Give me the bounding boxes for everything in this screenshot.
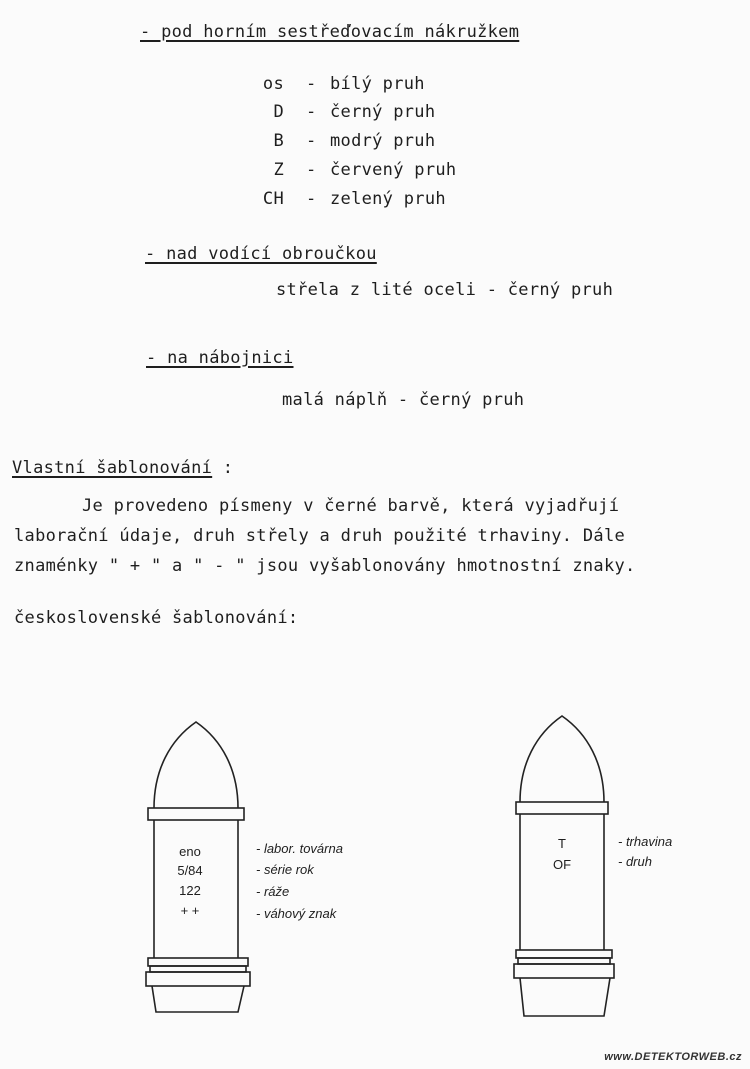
code-desc: zelený pruh: [330, 189, 446, 209]
dash: -: [306, 131, 317, 151]
code-label: B: [273, 131, 284, 151]
left-stencil-mark: + +: [180, 903, 200, 918]
dash: -: [306, 102, 317, 122]
dash: -: [306, 160, 317, 180]
right-callout-label: - druh: [618, 854, 652, 869]
czech-stenciling-label: československé šablonování:: [14, 608, 299, 628]
right-shell-ogive: [520, 716, 604, 802]
code-desc: bílý pruh: [330, 74, 425, 94]
stenciling-heading-text: Vlastní šablonování: [12, 458, 213, 478]
right-shell-band: [518, 958, 610, 964]
left-shell-ogive: [154, 722, 238, 808]
left-callout-label: - labor. továrna: [256, 841, 343, 856]
left-shell-base: [152, 986, 244, 1012]
dash: -: [306, 189, 317, 209]
left-shell-driving-band: [146, 972, 250, 986]
dash: -: [306, 74, 317, 94]
code-label: Z: [273, 160, 284, 180]
code-label: CH: [262, 189, 284, 209]
right-callout-label: - trhavina: [618, 834, 673, 849]
code-desc: červený pruh: [330, 160, 457, 180]
code-label: D: [273, 102, 284, 122]
left-callout-label: - ráže: [256, 884, 290, 899]
left-shell-band: [148, 958, 248, 966]
left-callout-label: - série rok: [256, 862, 314, 877]
right-stencil-mark: T: [558, 836, 566, 851]
left-callout-label: - váhový znak: [256, 906, 337, 921]
code-label: os: [262, 74, 284, 94]
right-shell-band: [516, 950, 612, 958]
left-stencil-mark: 5/84: [177, 863, 203, 878]
driving-band-text: střela z lité oceli - černý pruh: [276, 280, 614, 300]
left-shell-band: [150, 966, 246, 972]
left-shell-upper-ring: [148, 808, 244, 820]
stenciling-heading-suffix: :: [222, 458, 234, 478]
case-text: malá náplň - černý pruh: [282, 390, 525, 410]
watermark: www.DETEKTORWEB.cz: [604, 1051, 742, 1063]
left-stencil-mark: eno: [179, 844, 201, 859]
code-desc: modrý pruh: [330, 131, 436, 151]
right-stencil-mark: OF: [552, 857, 572, 872]
right-shell-driving-band: [514, 964, 614, 978]
heading-upper-ring: - pod horním sestřeďovacím nákružkem: [140, 22, 520, 42]
left-stencil-mark: 122: [179, 883, 201, 898]
paragraph-line: znaménky " + " a " - " jsou vyšablonovány hmotnostní znaky.: [14, 556, 636, 576]
heading-driving-band: - nad vodící obroučkou: [145, 244, 377, 264]
heading-case: - na nábojnici: [146, 348, 294, 368]
code-desc: černý pruh: [330, 102, 436, 122]
paragraph-line: laborační údaje, druh střely a druh použité trhaviny. Dále: [14, 526, 626, 546]
right-shell-base: [520, 978, 610, 1016]
paragraph-line: Je provedeno písmeny v černé barvě, která vyjadřují: [82, 496, 620, 516]
right-shell-upper-ring: [516, 802, 608, 814]
